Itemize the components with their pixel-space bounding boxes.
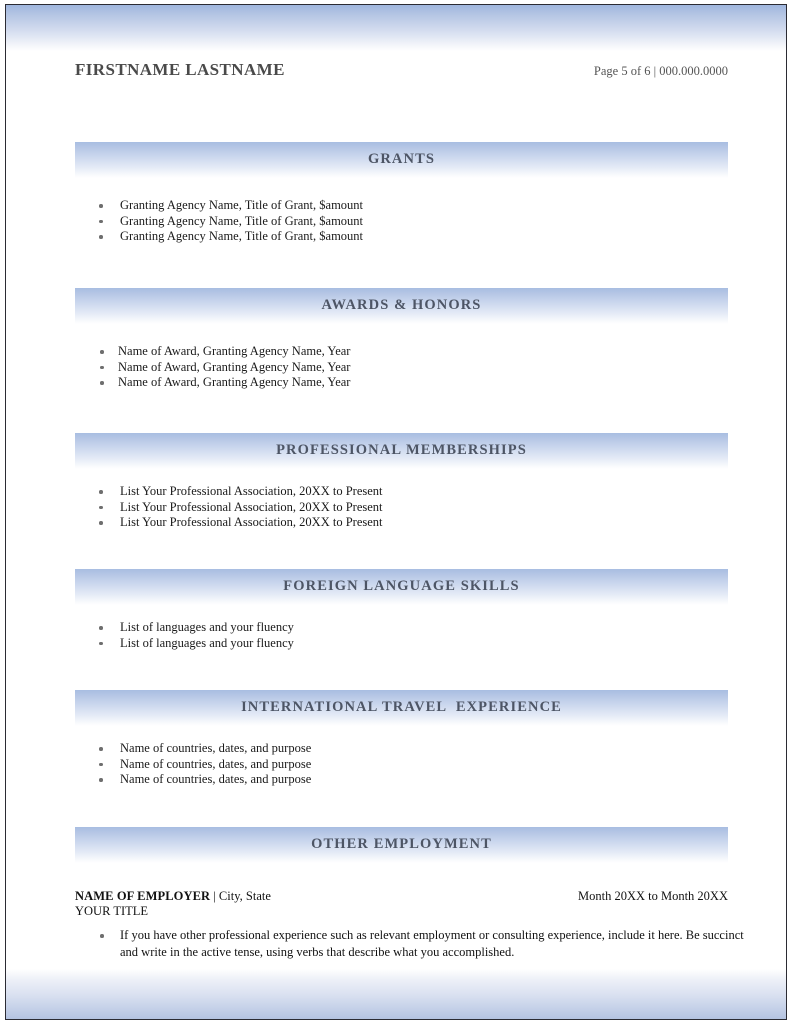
bullet-dot-icon [100,350,104,354]
section-awards-honors [75,288,728,391]
list-item [75,360,728,376]
section-header-bar-professional-memberships [75,433,728,469]
section-title-international-travel-experience: INTERNATIONAL TRAVEL EXPERIENCE [241,698,562,715]
section-title-professional-memberships: PROFESSIONAL MEMBERSHIPS [276,441,527,458]
list-item-text: Name of Award, Granting Agency Name, Year [118,359,351,374]
list-item [75,636,728,652]
bullet-dot-icon [99,521,103,525]
list-item [75,500,728,516]
list-item [75,375,728,391]
list-item-text: Name of countries, dates, and purpose [120,741,312,755]
section-other-employment [75,827,744,960]
awards-list [75,344,728,391]
employer-location: | City, State [210,889,271,903]
bullet-dot-icon [99,204,103,208]
list-item-text: List Your Professional Association, 20XX to Present [120,515,383,530]
list-item [75,344,728,360]
list-item [75,515,728,531]
section-header-bar-international-travel-experience [75,690,728,726]
section-header-bar-other-employment [75,827,728,863]
employer-name-and-location [75,889,271,904]
bullet-dot-icon [99,506,103,510]
bullet-dot-icon [100,934,104,938]
list-item-text: List of languages and your fluency [120,620,294,634]
languages-list [75,620,728,651]
list-item [75,198,728,214]
list-item [75,484,728,500]
bullet-dot-icon [99,235,103,239]
section-title-foreign-language-skills: FOREIGN LANGUAGE SKILLS [283,577,520,594]
employment-dates: Month 20XX to Month 20XX [577,889,728,903]
memberships-list [75,484,728,531]
list-item-text: Name of Award, Granting Agency Name, Year [118,375,351,390]
list-item [75,620,728,636]
candidate-name: FIRSTNAME LASTNAME [75,60,285,79]
employment-entry [75,889,744,960]
section-professional-memberships [75,433,728,531]
section-international-travel-experience [75,690,728,788]
section-header-bar-awards-honors [75,288,728,324]
section-title-other-employment: OTHER EMPLOYMENT [311,835,492,852]
list-item-text: Granting Agency Name, Title of Grant, $amount [120,213,364,228]
job-title: YOUR TITLE [75,904,149,918]
document-running-header [75,60,728,80]
list-item [75,214,728,230]
list-item [75,927,760,960]
section-grants [75,142,728,245]
employer-line [75,889,728,904]
section-header-bar-grants [75,142,728,178]
page-number-and-phone: Page 5 of 6 | 000.000.0000 [593,64,728,78]
travel-list [75,741,728,788]
bullet-dot-icon [99,490,103,494]
bullet-dot-icon [99,778,103,782]
list-item [75,229,728,245]
list-item [75,772,728,788]
bullet-dot-icon [100,381,104,385]
list-item-text: Name of countries, dates, and purpose [120,756,312,771]
list-item [75,757,728,773]
bullet-dot-icon [100,366,104,370]
section-header-bar-foreign-language-skills [75,569,728,605]
employer-name: NAME OF EMPLOYER [75,889,211,903]
list-item-text: List Your Professional Association, 20XX to Present [120,499,383,514]
list-item-text: If you have other professional experience such as relevant employment or consulting experience, include it here. Be succinct and write in the active tense, using verbs that describe what you accomplished. [120,928,744,959]
bullet-dot-icon [99,642,103,646]
list-item-text: Name of Award, Granting Agency Name, Year [118,344,351,358]
employment-description-list [75,927,744,960]
section-foreign-language-skills [75,569,728,651]
list-item-text: List of languages and your fluency [120,635,294,650]
bullet-dot-icon [99,220,103,224]
grants-list [75,198,728,245]
list-item-text: Granting Agency Name, Title of Grant, $amount [120,198,364,212]
list-item-text: List Your Professional Association, 20XX to Present [120,484,383,498]
bullet-dot-icon [99,747,103,751]
bullet-dot-icon [99,626,103,630]
section-title-awards-honors: AWARDS & HONORS [321,296,482,313]
list-item [75,741,728,757]
list-item-text: Granting Agency Name, Title of Grant, $amount [120,229,364,244]
bullet-dot-icon [99,763,103,767]
list-item-text: Name of countries, dates, and purpose [120,772,312,787]
section-title-grants: GRANTS [367,150,436,167]
